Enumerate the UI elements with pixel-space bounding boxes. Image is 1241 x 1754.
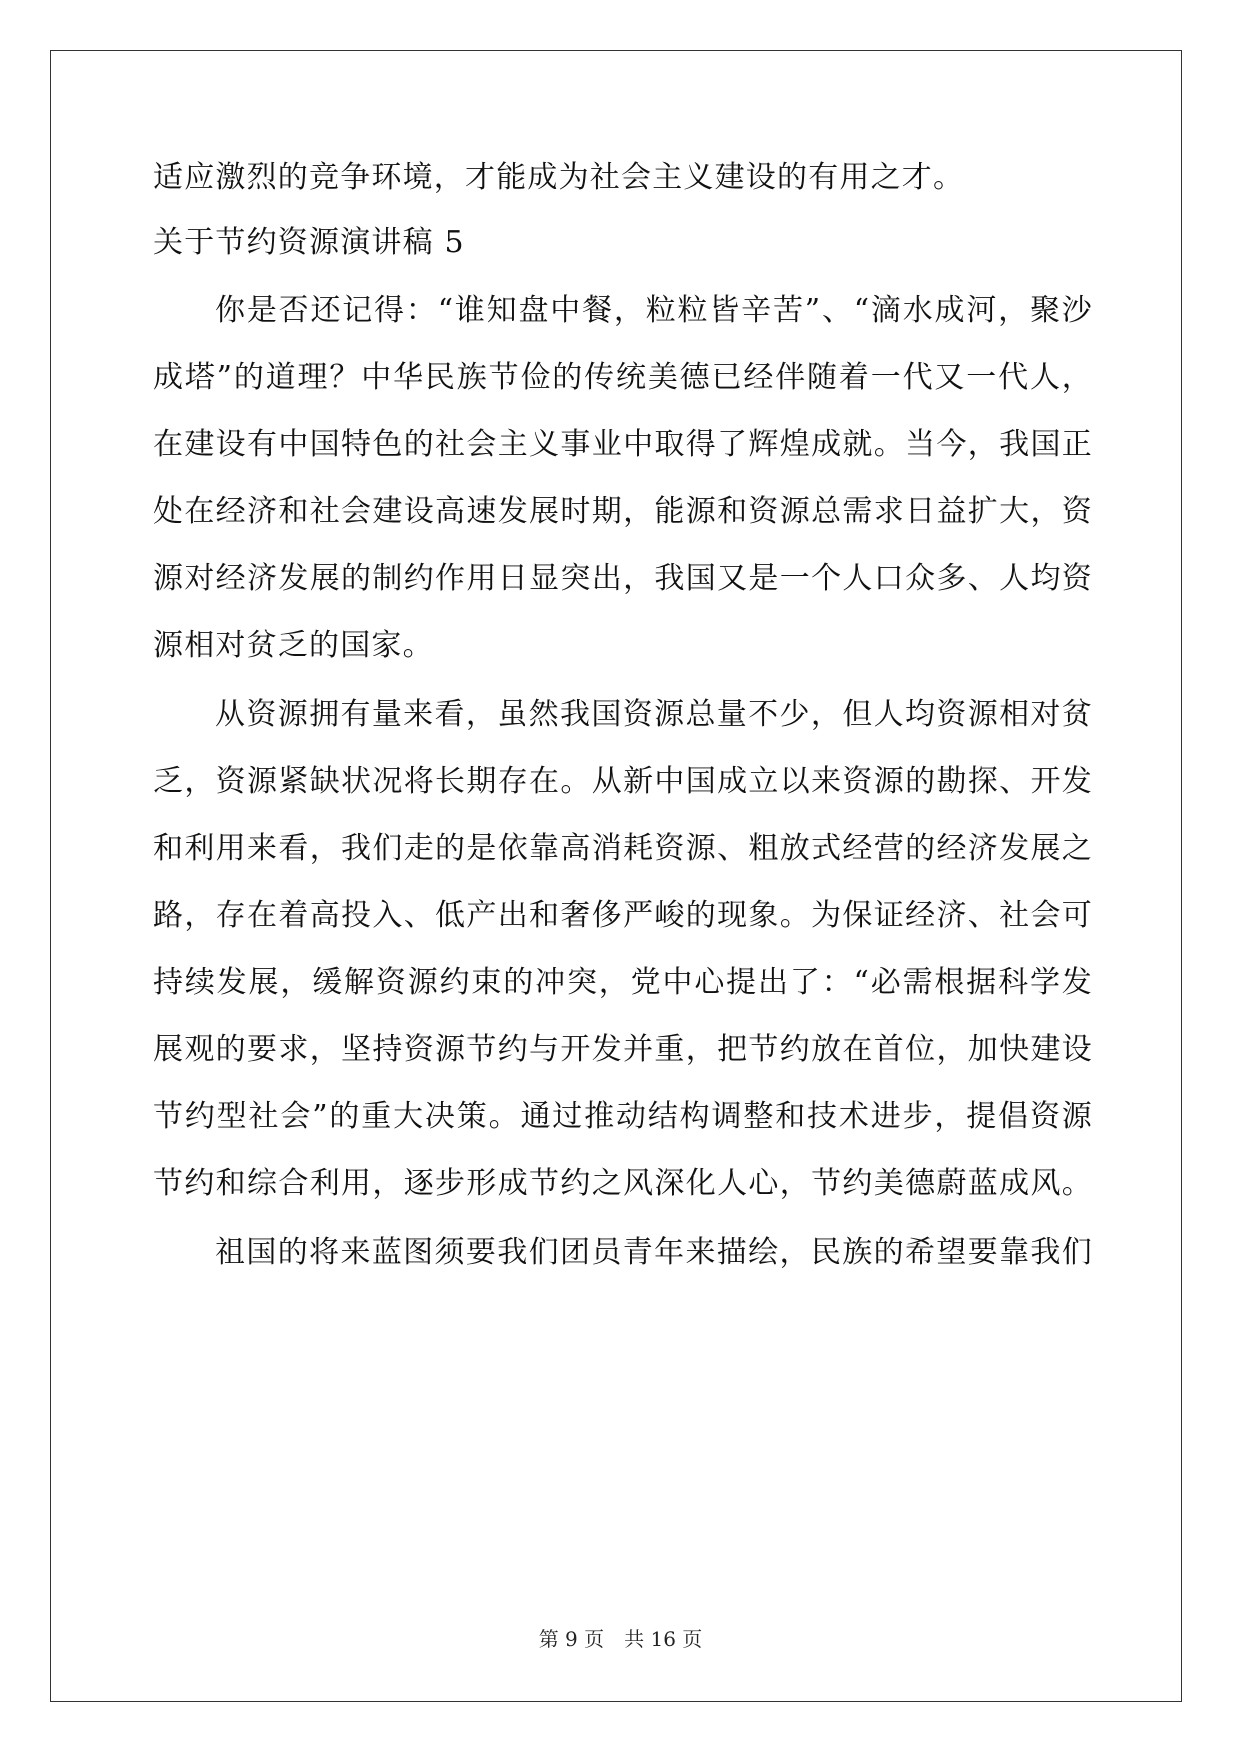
page-number-total: 共 16 页 — [624, 1627, 703, 1651]
paragraph-line: 节约和综合利用，逐步形成节约之风深化人心，节约美德蔚蓝成风。 — [153, 1166, 1093, 1201]
paragraph-line: 祖国的将来蓝图须要我们团员青年来描绘，民族的希望要靠我们 — [215, 1235, 1093, 1270]
paragraph-line: 持续发展，缓解资源约束的冲突，党中心提出了：“必需根据科学发 — [153, 965, 1093, 1000]
paragraph-line: 节约型社会”的重大决策。通过推动结构调整和技术进步，提倡资源 — [153, 1099, 1093, 1134]
paragraph-line: 路，存在着高投入、低产出和奢侈严峻的现象。为保证经济、社会可 — [153, 898, 1093, 933]
page-number-current: 第 9 页 — [538, 1627, 605, 1651]
paragraph-line: 你是否还记得：“谁知盘中餐，粒粒皆辛苦”、“滴水成河，聚沙 — [215, 293, 1093, 328]
paragraph-line: 处在经济和社会建设高速发展时期，能源和资源总需求日益扩大，资 — [153, 494, 1093, 529]
page-footer — [0, 1627, 1241, 1651]
paragraph-line: 在建设有中国特色的社会主义事业中取得了辉煌成就。当今，我国正 — [153, 427, 1093, 462]
paragraph-line: 乏，资源紧缺状况将长期存在。从新中国成立以来资源的勘探、开发 — [153, 764, 1093, 799]
paragraph-line: 源对经济发展的制约作用日显突出，我国又是一个人口众多、人均资 — [153, 561, 1093, 596]
paragraph-line: 展观的要求，坚持资源节约与开发并重，把节约放在首位，加快建设 — [153, 1032, 1093, 1067]
paragraph-line: 适应激烈的竞争环境，才能成为社会主义建设的有用之才。 — [153, 160, 965, 195]
section-heading: 关于节约资源演讲稿 5 — [153, 225, 465, 260]
paragraph-line: 从资源拥有量来看，虽然我国资源总量不少，但人均资源相对贫 — [215, 697, 1093, 732]
paragraph-line: 和利用来看，我们走的是依靠高消耗资源、粗放式经营的经济发展之 — [153, 831, 1093, 866]
paragraph-line: 源相对贫乏的国家。 — [153, 628, 434, 663]
paragraph-line: 成塔”的道理？中华民族节俭的传统美德已经伴随着一代又一代人， — [153, 360, 1093, 395]
